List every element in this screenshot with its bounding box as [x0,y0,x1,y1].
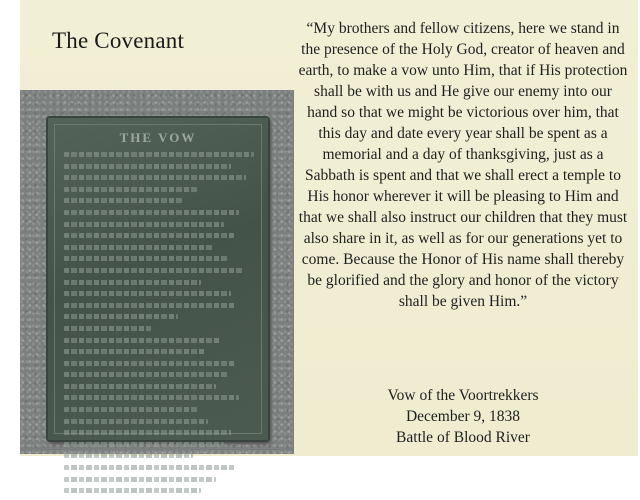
plaque-text-line [64,326,151,331]
plaque-text-line [64,395,239,400]
plaque-text-line [64,175,246,180]
plaque-text-line [64,164,231,169]
attribution-date: December 9, 1838 [405,408,521,425]
plaque-text-line [64,198,182,203]
plaque-text-line [64,349,205,354]
plaque-text-line [64,442,224,447]
plaque-heading: THE VOW [119,130,197,145]
plaque-text-line [64,245,212,250]
plaque-text-line [64,222,224,227]
plaque-text-line [64,314,178,319]
plaque-text-line [64,361,235,366]
bronze-plaque [48,118,268,440]
plaque-text-line [64,268,243,273]
plaque-text-line [64,477,216,482]
plaque-text-line [64,453,193,458]
plaque-text-line [64,338,220,343]
plaque-text-line [64,233,235,238]
plaque-text-line [64,152,254,157]
plaque-text-line [64,256,227,261]
plaque-text-line [64,210,239,215]
plaque-text-line [64,488,201,493]
plaque-text-line [64,303,235,308]
plaque-engraved-text [64,152,254,500]
vow-quote: “My brothers and fellow citizens, here we stand in the presence of the Holy God, creator of heaven and earth, to make a vow unto Him, that if His protection shall be with us and He give our enemy into our hand so that we might be victorious over him, that this day and date every year shall be spent as a memorial and a day of thanksgiving, just as a Sabbath is spent and that we shall erect a temple to His honor wherever it will be pleasing to Him and that we shall also instruct our children that they must also share in it, as well as for our generations yet to come. Because the Honor of His name shall thereby be glorified and the glory and honor of the victory shall be given Him.” [298,20,628,310]
attribution-source: Vow of the Voortrekkers [387,387,539,404]
plaque-text-line [64,372,227,377]
attribution-event: Battle of Blood River [396,429,530,446]
plaque-text-line [64,187,197,192]
plaque-text-line [64,384,216,389]
plaque-text-line [64,465,235,470]
attribution [298,385,628,448]
plaque-text-line [64,291,231,296]
slide-title: The Covenant [52,28,185,53]
plaque-photo [20,90,294,454]
plaque-text-line [64,430,231,435]
plaque-text-line [64,407,197,412]
plaque-text-line [64,419,208,424]
plaque-text-line [64,280,201,285]
